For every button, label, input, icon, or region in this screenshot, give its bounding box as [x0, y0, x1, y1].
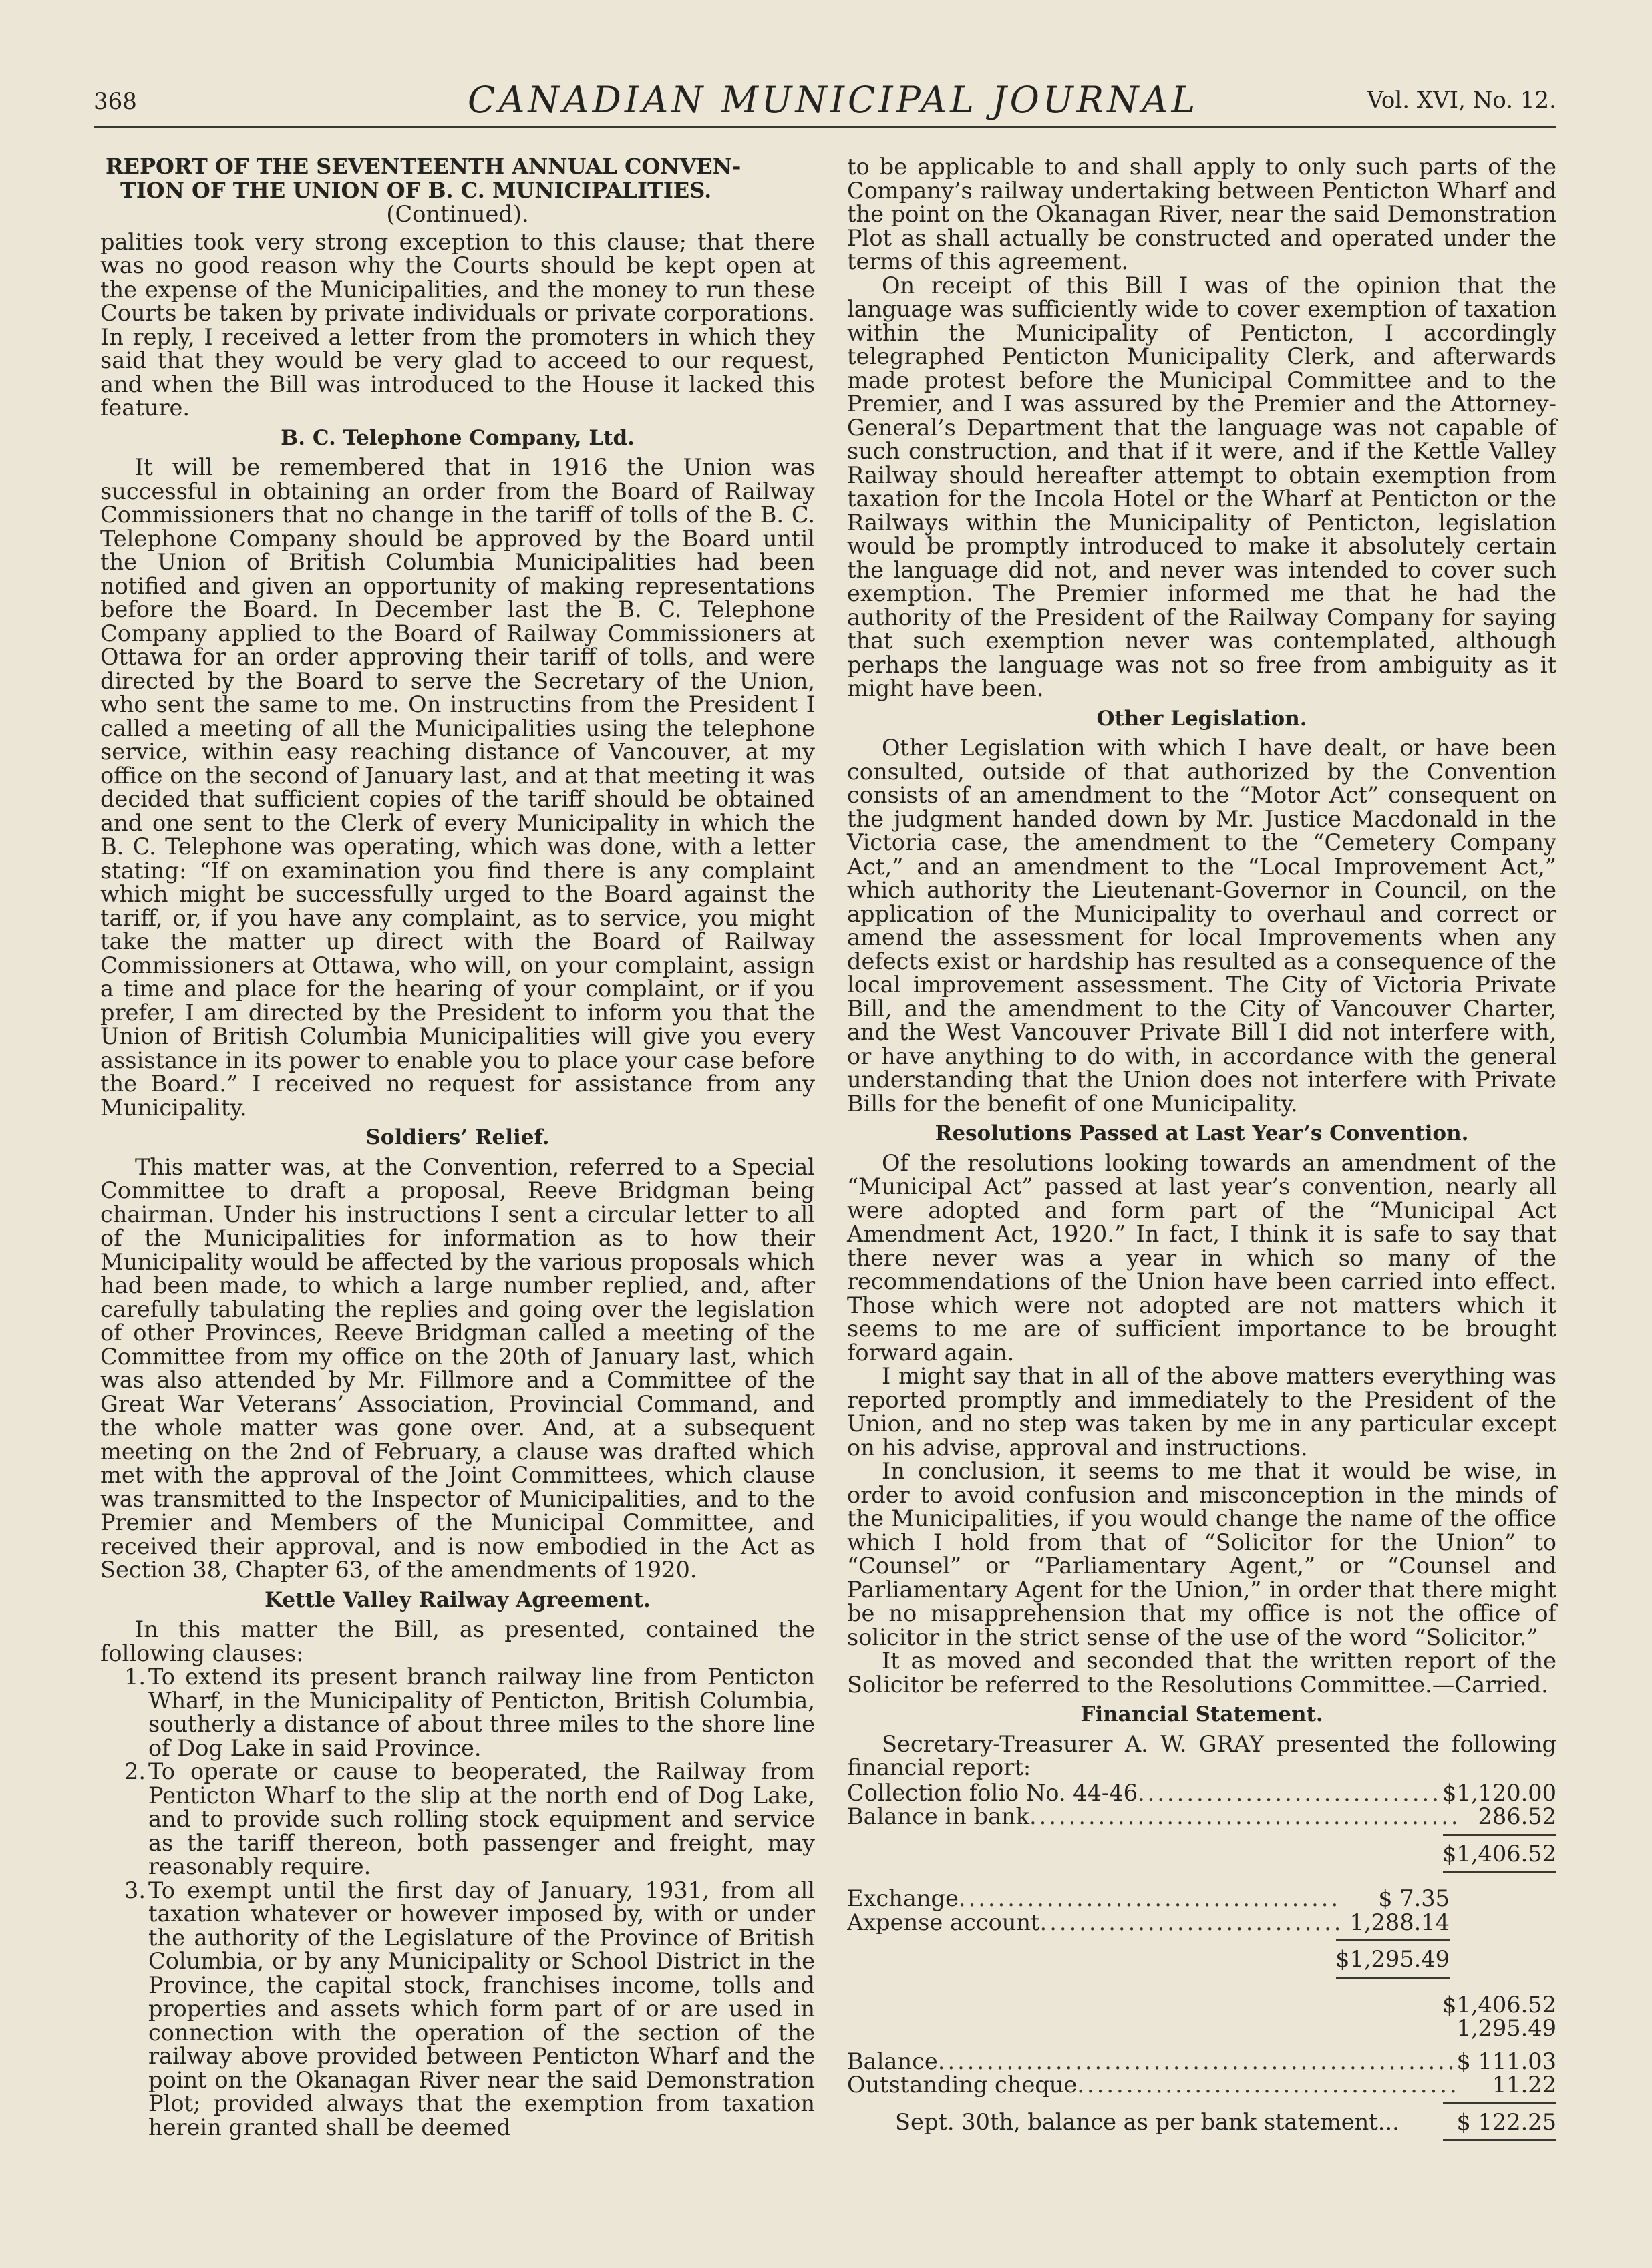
table-row — [847, 2110, 1556, 2134]
row-value: 1,288.14 — [1349, 1910, 1450, 1934]
heading-financial-statement: Financial Statement. — [1080, 1702, 1323, 1726]
table-row — [847, 2073, 1556, 2097]
row-label: Balance — [847, 2049, 938, 2073]
row-value: $ 111.03 — [1456, 2049, 1556, 2073]
financial-table — [847, 1781, 1556, 2148]
heading-kettle-valley: Kettle Valley Railway Agreement. — [265, 1587, 651, 1612]
divider — [847, 1934, 1556, 1947]
paragraph-soldiers-relief: This matter was, at the Convention, referred to a Special Committee to draft a proposal, Reeve Bridgman being chairman. Under his instructions I sent a circular letter to all of the Municipalities for information as to how their Municipality would be affected by the various proposals which had been made, to which a large number replied, and, after carefully tabulating the replies and going over the legislation of other Provinces, Reeve Bridgman called a meeting of the Committee from my office on the 20th of January last, which was also attended by Mr. Fillmore and a Committee of the Great War Veterans’ Association, Provincial Command, and the whole matter was gone over. And, at a subsequent meeting on the 2nd of February, a clause was drafted which met with the approval of the Joint Committees, which clause was transmitted to the Inspector of Municipalities, and to the Premier and Members of the Municipal Committee, and received their approval, and is now embodied in the Act as Section 38, Chapter 63, of the amendments of 1920. — [100, 1153, 815, 1583]
left-column — [100, 155, 815, 2139]
divider — [847, 2134, 1556, 2147]
row-label: Collection folio No. 44-46 — [847, 1780, 1138, 1805]
table-row — [847, 1947, 1556, 1971]
volume-issue: Vol. XVI, No. 12. — [1367, 87, 1556, 114]
divider — [847, 1865, 1556, 1879]
row-label: Outstanding cheque — [847, 2073, 1078, 2097]
page-header — [94, 79, 1556, 132]
report-title-line-2: TION OF THE UNION OF B. C. MUNICIPALITIES. — [120, 177, 712, 203]
clause-number: 2. — [124, 1758, 146, 1784]
continued-label: (Continued). — [386, 201, 529, 227]
clause-number: 1. — [124, 1664, 146, 1690]
row-value: $1,120.00 — [1442, 1780, 1556, 1805]
table-row — [847, 1842, 1556, 1866]
right-column — [847, 155, 1556, 2147]
row-label: Balance in bank — [847, 1805, 1029, 1829]
paragraph-courts: palities took very strong exception to this clause; that there was no good reason why the Courts should be kept open at the expense of the Municipalities, and the money to run these Courts be taken by private individuals or private corporations. In reply, I received a letter from the promoters in which they said that they would be very glad to acceed to our request, and when the Bill was introduced to the House it lacked this feature. — [100, 228, 815, 421]
leader-dots — [959, 1887, 1343, 1911]
list-item — [100, 1665, 815, 1760]
row-label: Sept. 30th, balance as per bank statement... — [895, 2110, 1399, 2134]
row-value: $1,406.52 — [1442, 1992, 1556, 2016]
leader-dots — [938, 2050, 1456, 2074]
paragraph-telephone: It will be remembered that in 1916 the Union was successful in obtaining an order from the Board of Railway Commissioners that no change in the tariff of tolls of the B. C. Telephone Company should be approved by the Board until the Union of British Columbia Municipalities had been notified and given an opportunity of making representations before the Board. In December last the B. C. Telephone Company applied to the Board of Railway Commissioners at Ottawa for an order approving their tariff of tolls, and were directed by the Board to serve the Secretary of the Union, who sent the same to me. On instructins from the President I called a meeting of all the Municipalities using the telephone service, within easy reaching distance of Vancouver, at my office on the second of January last, and at that meeting it was decided that sufficient copies of the tariff should be obtained and one sent to the Clerk of every Municipality in which the B. C. Telephone was operating, which was done, with a letter stating: “If on examination you find there is any complaint which might be successfully urged to the Board against the tariff, or, if you have any complaint, as to service, you might take the matter up direct with the Board of Railway Commissioners at Ottawa, who will, on your complaint, assign a time and place for the hearing of your complaint, or if you prefer, I am directed by the President to inform you that the Union of British Columbia Municipalities will give you every assistance in its power to enable you to place your case before the Board.” I received no request for assistance from any Municipality. — [100, 454, 815, 1121]
clause-text: To operate or cause to beoperated, the Railway from Penticton Wharf to the slip at the north end of Dog Lake, and to provide such rolling stock equipment and service as the tariff thereon, both passenger and freight, may reasonably require. — [148, 1758, 815, 1879]
table-row — [847, 1911, 1556, 1935]
paragraph-receipt: On receipt of this Bill I was of the opinion that the language was sufficiently wide to cover exemption of taxation within the Municipality of Penticton, I accordingly telegraphed Penticton Municipality Clerk, and afterwards made protest before the Municipal Committee and to the Premier, and I was assured by the Premier and the Attorney-General’s Department that the language was not capable of such construction, and that if it were, and if the Kettle Valley Railway should hereafter attempt to obtain exemption from taxation for the Incola Hotel or the Wharf at Penticton or the Railways within the Municipality of Penticton, legislation would be promptly introduced to make it absolutely certain the language did not, and never was intended to cover such exemption. The Premier informed me that he had the authority of the President of the Railway Company for saying that such exemption never was contemplated, although perhaps the language was not so free from ambiguity as it might have been. — [847, 272, 1556, 701]
row-value: $1,295.49 — [1335, 1947, 1450, 1971]
row-value: 286.52 — [1478, 1805, 1556, 1829]
row-value: 11.22 — [1492, 2073, 1556, 2097]
row-value: $1,406.52 — [1442, 1841, 1556, 1865]
paragraph-resolutions-3: In conclusion, it seems to me that it would be wise, in order to avoid confusion and misconception in the minds of the Municipalities, if you would change the name of the office which I hold from that of “Solicitor for the Union” to “Counsel” or “Parliamentary Agent,” or “Counsel and Parliamentary Agent for the Union,” in order that there might be no misapprehension that my office is not the office of solicitor in the strict sense of the use of the word “Solicitor.” — [847, 1458, 1556, 1650]
table-row — [847, 2050, 1556, 2074]
row-value: $ 7.35 — [1378, 1887, 1450, 1911]
table-row — [847, 2016, 1556, 2040]
clause-list — [100, 1665, 815, 2139]
heading-telephone: B. C. Telephone Company, Ltd. — [281, 425, 635, 450]
paragraph-financial-intro: Secretary-Treasurer A. W. GRAY presented the following financial report: — [847, 1730, 1556, 1780]
leader-dots — [1029, 1805, 1456, 1829]
heading-other-legislation: Other Legislation. — [1096, 706, 1307, 731]
row-value: 1,295.49 — [1456, 2016, 1556, 2040]
table-row — [847, 1805, 1556, 1829]
table-row — [847, 1781, 1556, 1805]
heading-resolutions: Resolutions Passed at Last Year’s Convention. — [935, 1121, 1469, 1145]
paragraph-resolutions-1: Of the resolutions looking towards an amendment of the “Municipal Act” passed at last year’s convention, nearly all were adopted and form part of the “Municipal Act Amendment Act, 1920.” In fact, I think it is safe to say that there never was a year in which so many of the recommendations of the Union have been carried into effect. Those which were not adopted are not matters which it seems to me are of sufficient importance to be brought forward again. — [847, 1149, 1556, 1366]
paragraph-exemption-continued: to be applicable to and shall apply to only such parts of the Company’s railway undertaking between Penticton Wharf and the point on the Okanagan River, near the said Demonstration Plot as shall actually be constructed and operated under the terms of this agreement. — [847, 154, 1556, 274]
clause-number: 3. — [124, 1877, 146, 1903]
clause-text: To exempt until the first day of January, 1931, from all taxation whatever or however imposed by, with or under the authority of the Legislature of the Province of British Columbia, or by any Municipality or School District in the Province, the capital stock, franchises income, tolls and properties and assets which form part of or are used in connection with the operation of the section of the railway above provided between Penticton Wharf and the point on the Okanagan River near the said Demonstration Plot; provided always that the exemption from taxation herein granted shall be deemed — [148, 1877, 815, 2140]
list-item — [100, 1879, 815, 2140]
report-title-line-1: REPORT OF THE SEVENTEENTH ANNUAL CONVEN- — [106, 154, 741, 179]
journal-title: CANADIAN MUNICIPAL JOURNAL — [468, 79, 1199, 121]
row-label: Axpense account — [847, 1910, 1040, 1934]
row-label: Exchange — [847, 1887, 959, 1911]
table-row — [847, 1887, 1556, 1911]
divider — [847, 2097, 1556, 2110]
divider — [847, 1971, 1556, 1985]
row-value: $ 122.25 — [1456, 2110, 1556, 2134]
heading-soldiers-relief: Soldiers’ Relief. — [365, 1125, 550, 1149]
paragraph-other-legislation: Other Legislation with which I have dealt, or have been consulted, outside of that authorized by the Convention consists of an amendment to the “Motor Act” consequent on the judgment handed down by Mr. Justice Macdonald in the Victoria case, the amendment to the “Cemetery Company Act,” and an amendment to the “Local Improvement Act,” which authority the Lieutenant-Governor in Council, on the application of the Municipality to overhaul and correct or amend the assessment for local Improvements when any defects exist or hardship has resulted as a consequence of the local improvement assessment. The City of Victoria Private Bill, and the amendment to the City of Vancouver Charter, and the West Vancouver Private Bill I did not interfere with, or have anything to do with, in accordance with the general understanding that the Union does not interfere with Private Bills for the benefit of one Municipality. — [847, 735, 1556, 1117]
leader-dots — [1138, 1781, 1442, 1805]
table-row — [847, 1993, 1556, 2017]
page-number: 368 — [94, 88, 137, 115]
header-rule — [94, 126, 1556, 128]
paragraph-resolutions-4: It as moved and seconded that the written report of the Solicitor be referred to the Resolutions Committee.—Carried. — [847, 1648, 1556, 1698]
leader-dots — [1077, 2073, 1456, 2097]
paragraph-kettle-valley: In this matter the Bill, as presented, contained the following clauses: — [100, 1616, 815, 1666]
paragraph-resolutions-2: I might say that in all of the above matters everything was reported promptly and immediately to the President of the Union, and no step was taken by me in any particular except on his advise, approval and instructions. — [847, 1363, 1556, 1461]
clause-text: To extend its present branch railway line from Penticton Wharf, in the Municipality of Penticton, British Columbia, southerly a distance of about three miles to the shore line of Dog Lake in said Province. — [148, 1664, 815, 1761]
leader-dots — [1040, 1911, 1343, 1935]
list-item — [100, 1760, 815, 1879]
divider — [847, 1829, 1556, 1842]
